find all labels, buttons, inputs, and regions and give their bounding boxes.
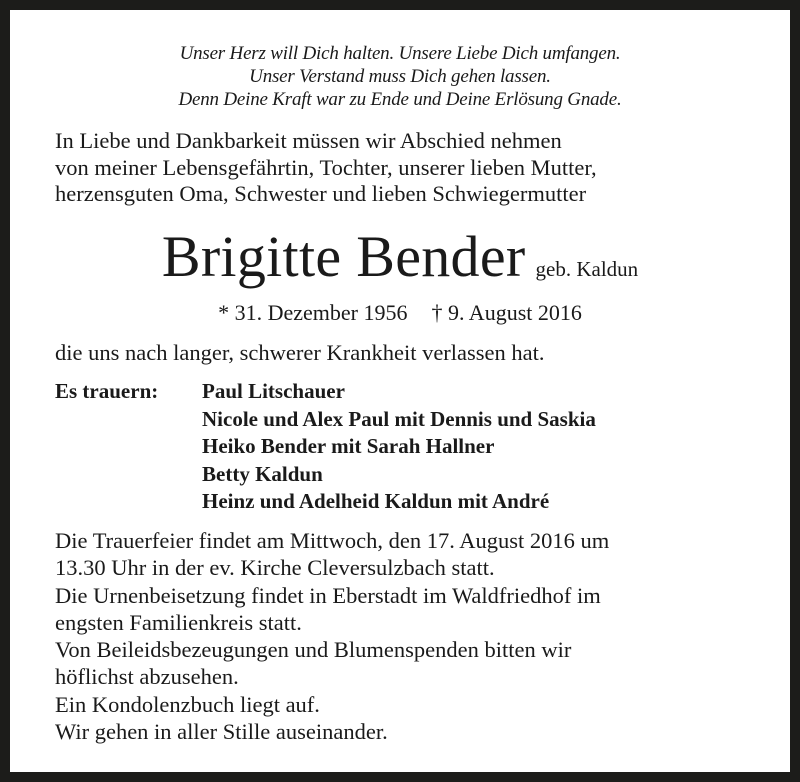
- details-line: höflichst abzusehen.: [55, 664, 239, 690]
- details-line: Von Beileidsbezeugungen und Blumenspenden bitten wir: [55, 637, 572, 663]
- funeral-details: [55, 527, 775, 745]
- memorial-poem: [10, 42, 790, 111]
- details-line: engsten Familienkreis statt.: [55, 609, 302, 635]
- mourners-list: [202, 378, 596, 516]
- deceased-name-line: [10, 222, 790, 292]
- obituary-notice: [10, 10, 790, 772]
- mourner-item: Betty Kaldun: [202, 461, 323, 486]
- mourner-item: Heinz und Adelheid Kaldun mit André: [202, 489, 550, 513]
- details-line: Wir gehen in aller Stille auseinander.: [55, 719, 388, 745]
- intro-line: von meiner Lebensgefährtin, Tochter, unserer lieben Mutter,: [55, 154, 597, 180]
- poem-line: Denn Deine Kraft war zu Ende und Deine Erlösung Gnade.: [178, 89, 622, 110]
- passing-statement: die uns nach langer, schwerer Krankheit verlassen hat.: [55, 340, 545, 365]
- birth-name: geb. Kaldun: [535, 257, 639, 281]
- deceased-name: Brigitte Bender: [161, 224, 526, 289]
- birth-date: * 31. Dezember 1956: [218, 300, 408, 325]
- mourner-item: Nicole und Alex Paul mit Dennis und Saskia: [202, 406, 596, 431]
- mourner-item: Heiko Bender mit Sarah Hallner: [202, 434, 495, 458]
- mourners-label: Es trauern:: [55, 379, 159, 403]
- details-line: Ein Kondolenzbuch liegt auf.: [55, 691, 320, 717]
- death-date: † 9. August 2016: [431, 300, 582, 325]
- mourner-item: Paul Litschauer: [202, 379, 345, 403]
- intro-line: herzensguten Oma, Schwester und lieben Schwiegermutter: [55, 181, 587, 206]
- details-line: Die Trauerfeier findet am Mittwoch, den 17. August 2016 um: [55, 528, 610, 553]
- details-line: 13.30 Uhr in der ev. Kirche Cleversulzbach statt.: [55, 555, 495, 581]
- intro-line: In Liebe und Dankbarkeit müssen wir Abschied nehmen: [55, 128, 562, 153]
- details-line: Die Urnenbeisetzung findet in Eberstadt im Waldfriedhof im: [55, 582, 601, 608]
- poem-line: Unser Herz will Dich halten. Unsere Liebe Dich umfangen.: [179, 43, 621, 64]
- poem-line: Unser Verstand muss Dich gehen lassen.: [249, 66, 551, 87]
- intro-text: [55, 128, 755, 208]
- life-dates: [10, 300, 790, 326]
